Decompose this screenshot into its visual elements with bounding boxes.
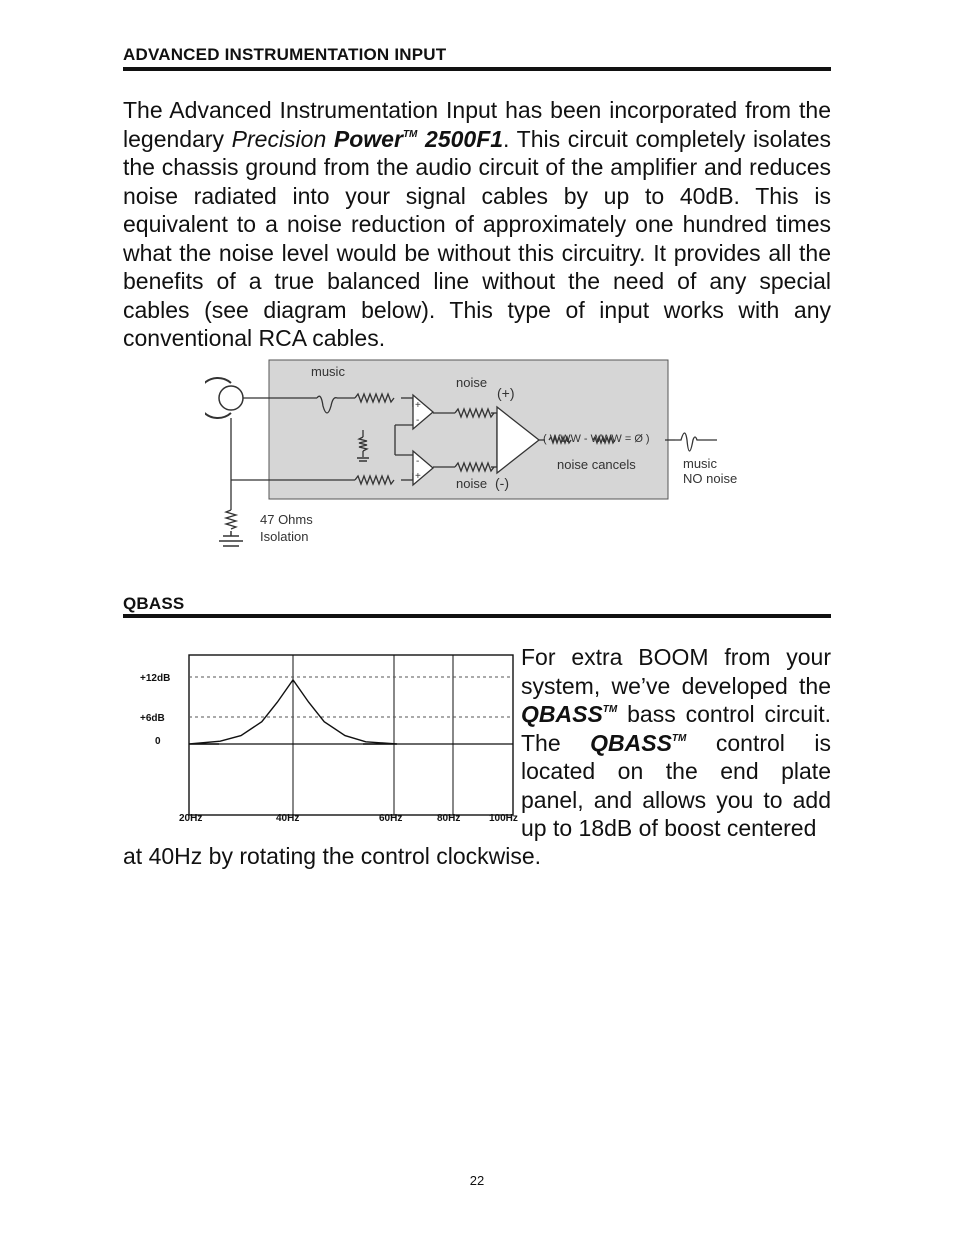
intro-text-2: . This circuit completely isolates the chassis ground from the audio circuit of the amplifier and reduces noise radiated into your signal cables by up to 40dB. This is equivalent to a noise reduction of approximately one hundred times what the noise level would be without this circuitry. It provides all the benefits of a true balanced line without the need of any special cables (see diagram below). This type of input works with any conventional RCA cables. xyxy=(123,125,831,351)
model-number: 2500F1 xyxy=(417,125,504,152)
brand-power: Power xyxy=(333,125,403,152)
chart-x-tick-label: 100Hz xyxy=(489,813,518,824)
qbass-paragraph xyxy=(521,643,831,843)
chart-x-tick-label: 60Hz xyxy=(379,813,403,824)
output-no-noise-label: NO noise xyxy=(683,471,738,486)
cancel-equation: ( WWW - WWW = Ø ) xyxy=(543,433,650,445)
brand-space xyxy=(326,126,334,152)
noise-bottom-label: noise xyxy=(456,476,488,491)
section-title-qbass: QBASS xyxy=(123,594,185,613)
opamp-top-minus: - xyxy=(416,415,420,426)
noise-top-label: noise xyxy=(456,375,488,390)
chart-frame xyxy=(189,655,513,815)
opamp-bottom-plus: + xyxy=(415,471,421,482)
balanced-input-circuit-diagram xyxy=(205,355,750,560)
qbass-text-1: For extra BOOM from your system, we’ve developed the xyxy=(521,644,831,699)
chart-grid xyxy=(189,655,513,815)
qbass-brand-1: QBASS xyxy=(521,701,603,727)
intro-paragraph xyxy=(123,96,831,353)
music-label: music xyxy=(311,364,345,379)
qbass-text-2: bass control circuit. The xyxy=(521,701,831,756)
trademark-mark: TM xyxy=(602,704,618,715)
opamp-bottom-minus: - xyxy=(416,456,420,467)
section-rule xyxy=(123,67,831,71)
brand-precision: Precision xyxy=(231,125,327,152)
page-number: 22 xyxy=(469,1173,485,1188)
chart-x-tick-label: 20Hz xyxy=(179,813,203,824)
section-title-advanced-input: ADVANCED INSTRUMENTATION INPUT xyxy=(123,45,447,64)
chart-y-tick-label: +12dB xyxy=(140,673,171,684)
opamp-top-plus: + xyxy=(415,400,421,411)
isolation-label: Isolation xyxy=(260,529,309,544)
chart-y-tick-label: +6dB xyxy=(140,713,165,724)
chart-y-ticks xyxy=(140,673,170,747)
chart-y-tick-label: 0 xyxy=(155,736,161,747)
chart-x-tick-label: 40Hz xyxy=(276,813,300,824)
qbass-response-chart xyxy=(133,645,518,835)
plus-label: (+) xyxy=(497,385,515,401)
section-rule xyxy=(123,614,831,618)
qbass-paragraph-tail: at 40Hz by rotating the control clockwise. xyxy=(123,843,542,869)
minus-label: (-) xyxy=(495,475,509,491)
rca-jack-icon xyxy=(205,378,243,418)
output-music-label: music xyxy=(683,456,717,471)
chart-x-tick-label: 80Hz xyxy=(437,813,461,824)
qbass-text-3: control is located on the end plate panel, and allows you to add up to 18dB of boost centered xyxy=(521,729,831,841)
qbass-brand-2: QBASS xyxy=(590,729,672,756)
noise-cancels-label: noise cancels xyxy=(557,457,636,472)
trademark-mark: TM xyxy=(402,128,418,140)
trademark-mark: TM xyxy=(671,732,687,744)
intro-text-1: The Advanced Instrumentation Input has been incorporated from the legendary xyxy=(123,97,831,152)
isolation-ohms-label: 47 Ohms xyxy=(260,512,313,527)
